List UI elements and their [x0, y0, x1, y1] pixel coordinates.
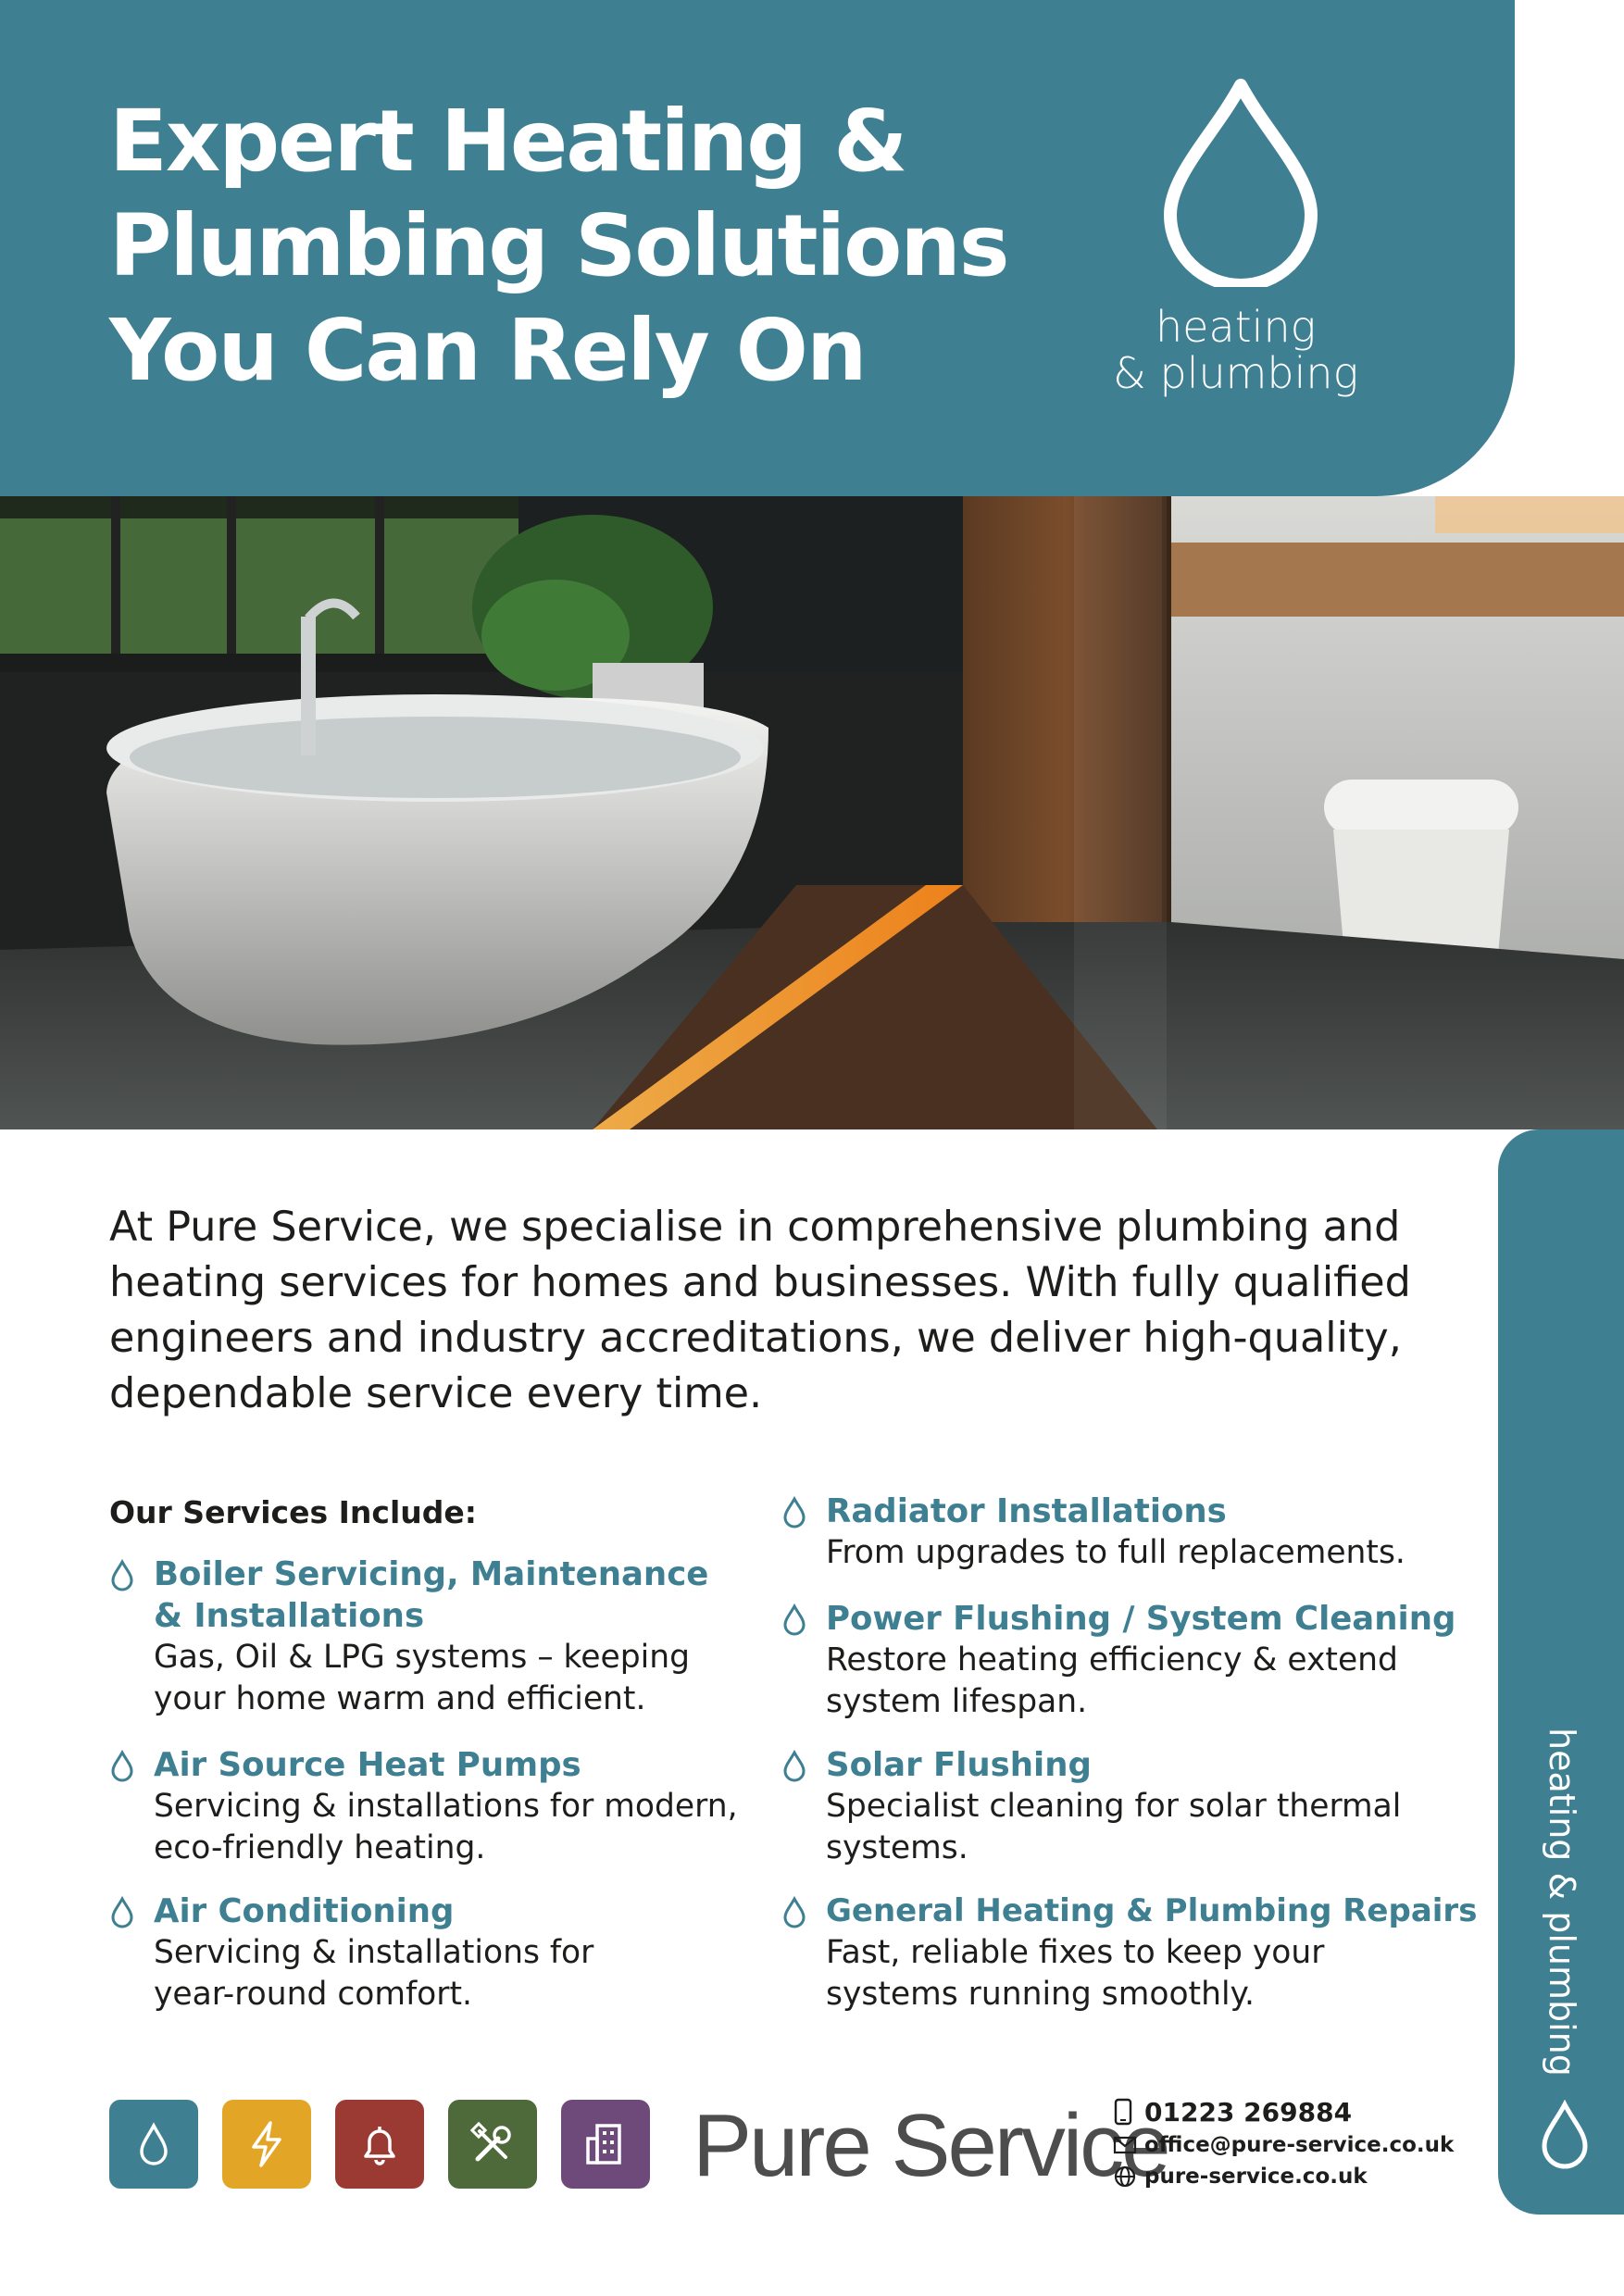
water-drop-icon — [109, 1750, 135, 1783]
service-item — [154, 1554, 802, 1720]
service-title: Radiator Installations — [826, 1492, 1227, 1530]
headline-line-3: You Can Rely On — [109, 301, 866, 400]
headline — [109, 89, 1017, 403]
bathroom-photo — [0, 496, 1624, 1129]
headline-line-2: Plumbing Solutions — [109, 196, 1008, 295]
service-tile-plumbing — [109, 2100, 198, 2189]
phone-icon — [1113, 2096, 1144, 2128]
phone-number: 01223 269884 — [1144, 2096, 1353, 2128]
services-heading: Our Services Include: — [109, 1494, 477, 1530]
logo-text — [1102, 304, 1380, 396]
service-title: Power Flushing / System Cleaning — [826, 1600, 1456, 1638]
email-icon — [1113, 2129, 1144, 2161]
water-drop-icon — [781, 1896, 807, 1929]
contact-website[interactable] — [1113, 2161, 1465, 2192]
service-title: Solar Flushing — [826, 1746, 1092, 1784]
heating-plumbing-logo — [1102, 74, 1380, 417]
contact-email[interactable] — [1113, 2129, 1465, 2161]
service-item — [826, 1491, 1474, 1574]
globe-icon — [1113, 2161, 1144, 2192]
water-drop-icon — [109, 1559, 135, 1592]
service-item — [826, 1744, 1474, 1869]
logo-text-plumbing: & plumbing — [1113, 348, 1359, 398]
water-drop-icon — [109, 1896, 135, 1929]
service-item — [154, 1744, 802, 1869]
headline-line-1: Expert Heating & — [109, 92, 906, 191]
service-tile-maintenance — [448, 2100, 537, 2189]
building-icon — [582, 2120, 629, 2168]
water-drop-icon — [1537, 2100, 1593, 2172]
service-title: Boiler Servicing, Maintenance — [154, 1555, 709, 1593]
side-strip-text: heating & plumbing — [1542, 1728, 1582, 2077]
water-drop-icon — [781, 1750, 807, 1783]
water-drop-icon — [1159, 78, 1322, 287]
service-description: your home warm and efficient. — [154, 1680, 646, 1717]
service-item — [826, 1890, 1478, 2015]
service-title: General Heating & Plumbing Repairs — [826, 1892, 1478, 1929]
service-description: Specialist cleaning for solar thermal — [826, 1788, 1402, 1825]
service-description: Servicing & installations for modern, — [154, 1788, 738, 1825]
bathroom-illustration — [0, 496, 1624, 1129]
intro-paragraph: At Pure Service, we specialise in comprehensive plumbing and heating services for homes and businesses. With fully qualified engineers and industry accreditations, we deliver high-quality, dependable service every time. — [109, 1204, 1411, 1417]
service-tile-commercial — [561, 2100, 650, 2189]
email-address: office@pure-service.co.uk — [1144, 2133, 1455, 2157]
service-title: & Installations — [154, 1597, 425, 1635]
contact-phone[interactable] — [1113, 2096, 1465, 2128]
water-drop-icon — [135, 2121, 172, 2167]
service-description: Servicing & installations for — [154, 1934, 594, 1971]
service-description: systems. — [826, 1829, 968, 1866]
service-description: Fast, reliable fixes to keep your — [826, 1934, 1325, 1971]
service-tile-electrical — [222, 2100, 311, 2189]
bell-icon — [358, 2121, 401, 2167]
lightning-icon — [246, 2120, 287, 2168]
service-tile-security — [335, 2100, 424, 2189]
water-drop-icon — [781, 1603, 807, 1637]
service-item — [826, 1598, 1474, 1723]
service-item — [154, 1890, 802, 2015]
water-drop-icon — [781, 1496, 807, 1529]
service-title: Air Conditioning — [154, 1892, 455, 1930]
service-description: Gas, Oil & LPG systems – keeping — [154, 1639, 691, 1676]
service-description: systems running smoothly. — [826, 1976, 1255, 2013]
logo-text-heating: heating — [1156, 302, 1317, 352]
tools-icon — [468, 2120, 517, 2168]
service-title: Air Source Heat Pumps — [154, 1746, 581, 1784]
service-description: From upgrades to full replacements. — [826, 1534, 1405, 1571]
brand-logo: Pure Service — [693, 2096, 1168, 2195]
service-description: eco-friendly heating. — [154, 1829, 486, 1866]
website-url: pure-service.co.uk — [1144, 2165, 1368, 2189]
service-description: system lifespan. — [826, 1683, 1088, 1720]
service-description: year-round comfort. — [154, 1976, 472, 2013]
header-band — [0, 0, 1515, 496]
service-description: Restore heating efficiency & extend — [826, 1641, 1398, 1678]
